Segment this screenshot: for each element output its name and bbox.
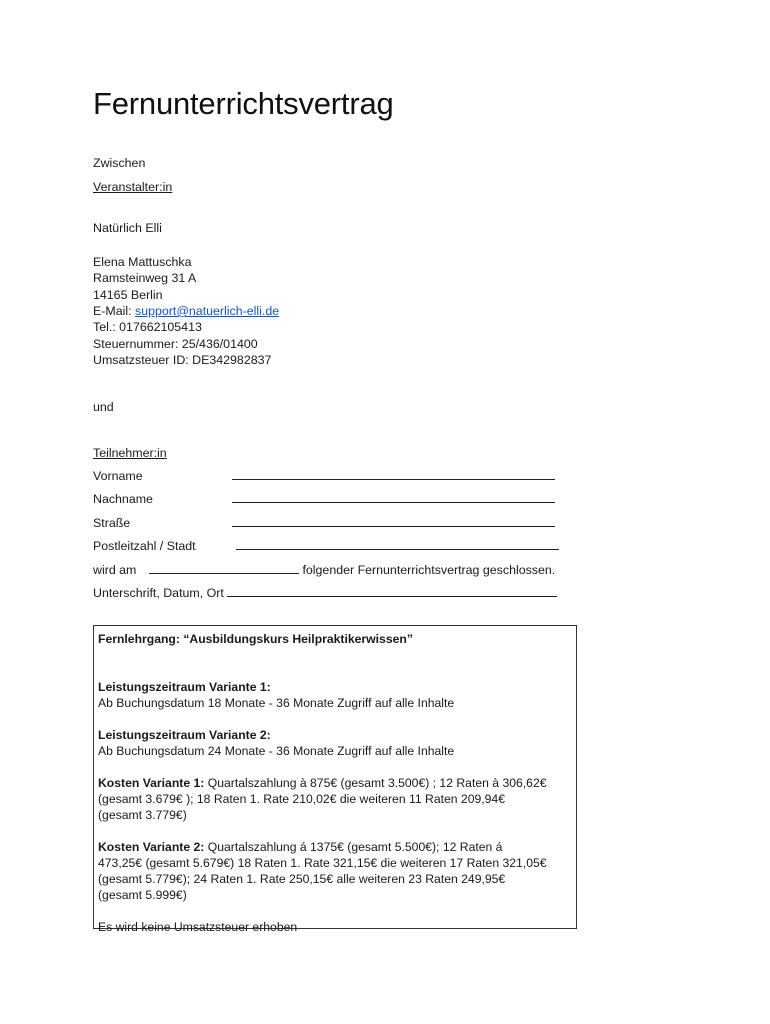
date-line[interactable] bbox=[149, 563, 299, 574]
variant1-text: Ab Buchungsdatum 18 Monate - 36 Monate Zugriff auf alle Inhalte bbox=[98, 696, 455, 710]
cost1-line2: (gesamt 3.679€ ); 18 Raten 1. Rate 210,02€ die weiteren 11 Raten 209,94€ bbox=[98, 792, 505, 806]
and-label: und bbox=[93, 400, 114, 414]
contact-city: 14165 Berlin bbox=[93, 288, 163, 302]
concluded-row bbox=[93, 563, 555, 577]
organizer-heading: Veranstalter:in bbox=[93, 180, 173, 194]
contact-street: Ramsteinweg 31 A bbox=[93, 271, 197, 285]
course-heading: Fernlehrgang: “Ausbildungskurs Heilpraktikerwissen” bbox=[98, 632, 413, 646]
first-name-row bbox=[93, 469, 555, 483]
vat-note: Es wird keine Umsatzsteuer erhoben bbox=[98, 920, 298, 934]
street-row bbox=[93, 516, 555, 530]
course-info-box bbox=[93, 625, 577, 934]
street-label: Straße bbox=[93, 516, 131, 530]
variant2-title: Leistungszeitraum Variante 2: bbox=[98, 728, 271, 742]
cost1-label: Kosten Variante 1: bbox=[98, 776, 205, 790]
last-name-row bbox=[93, 492, 555, 506]
email-link[interactable]: support@natuerlich-elli.de bbox=[135, 304, 280, 318]
cost2-line3: (gesamt 5.779€); 24 Raten 1. Rate 250,15€ alle weiteren 23 Raten 249,95€ bbox=[98, 872, 506, 886]
first-name-label: Vorname bbox=[93, 469, 143, 483]
cost2-text1: Quartalszahlung á 1375€ (gesamt 5.500€); 12 Raten á bbox=[204, 840, 503, 854]
email-label: E-Mail: bbox=[93, 304, 135, 318]
participant-heading: Teilnehmer:in bbox=[93, 446, 167, 460]
cost2-label: Kosten Variante 2: bbox=[98, 840, 205, 854]
variant1-title: Leistungszeitraum Variante 1: bbox=[98, 680, 271, 694]
signature-label: Unterschrift, Datum, Ort bbox=[93, 586, 224, 600]
cost1-text1: Quartalszahlung à 875€ (gesamt 3.500€) ; 12 Raten à 306,62€ bbox=[204, 776, 547, 790]
first-name-line[interactable] bbox=[232, 469, 555, 480]
between-label: Zwischen bbox=[93, 156, 146, 170]
cost2-line4: (gesamt 5.999€) bbox=[98, 888, 187, 902]
cost2-line2: 473,25€ (gesamt 5.679€) 18 Raten 1. Rate 321,15€ die weiteren 17 Raten 321,05€ bbox=[98, 856, 547, 870]
zip-city-label: Postleitzahl / Stadt bbox=[93, 539, 196, 553]
contact-phone: Tel.: 017662105413 bbox=[93, 320, 202, 334]
contact-tax-number: Steuernummer: 25/436/01400 bbox=[93, 337, 258, 351]
signature-row bbox=[93, 586, 557, 600]
street-line[interactable] bbox=[232, 516, 555, 527]
cost1-line1 bbox=[98, 775, 572, 791]
concluded-prefix: wird am bbox=[93, 563, 137, 577]
zip-city-row bbox=[93, 539, 559, 553]
company-name: Natürlich Elli bbox=[93, 221, 162, 235]
concluded-suffix: folgender Fernunterrichtsvertrag geschlossen. bbox=[302, 563, 556, 577]
variant2-text: Ab Buchungsdatum 24 Monate - 36 Monate Zugriff auf alle Inhalte bbox=[98, 744, 455, 758]
contact-email-line bbox=[93, 303, 279, 319]
last-name-line[interactable] bbox=[232, 492, 555, 503]
zip-city-line[interactable] bbox=[236, 539, 559, 550]
contact-name: Elena Mattuschka bbox=[93, 255, 192, 269]
contact-vat-id: Umsatzsteuer ID: DE342982837 bbox=[93, 353, 272, 367]
cost1-line3: (gesamt 3.779€) bbox=[98, 808, 187, 822]
last-name-label: Nachname bbox=[93, 492, 153, 506]
signature-line[interactable] bbox=[227, 586, 557, 597]
document-title: Fernunterrichtsvertrag bbox=[93, 86, 394, 121]
cost2-line1 bbox=[98, 839, 572, 855]
